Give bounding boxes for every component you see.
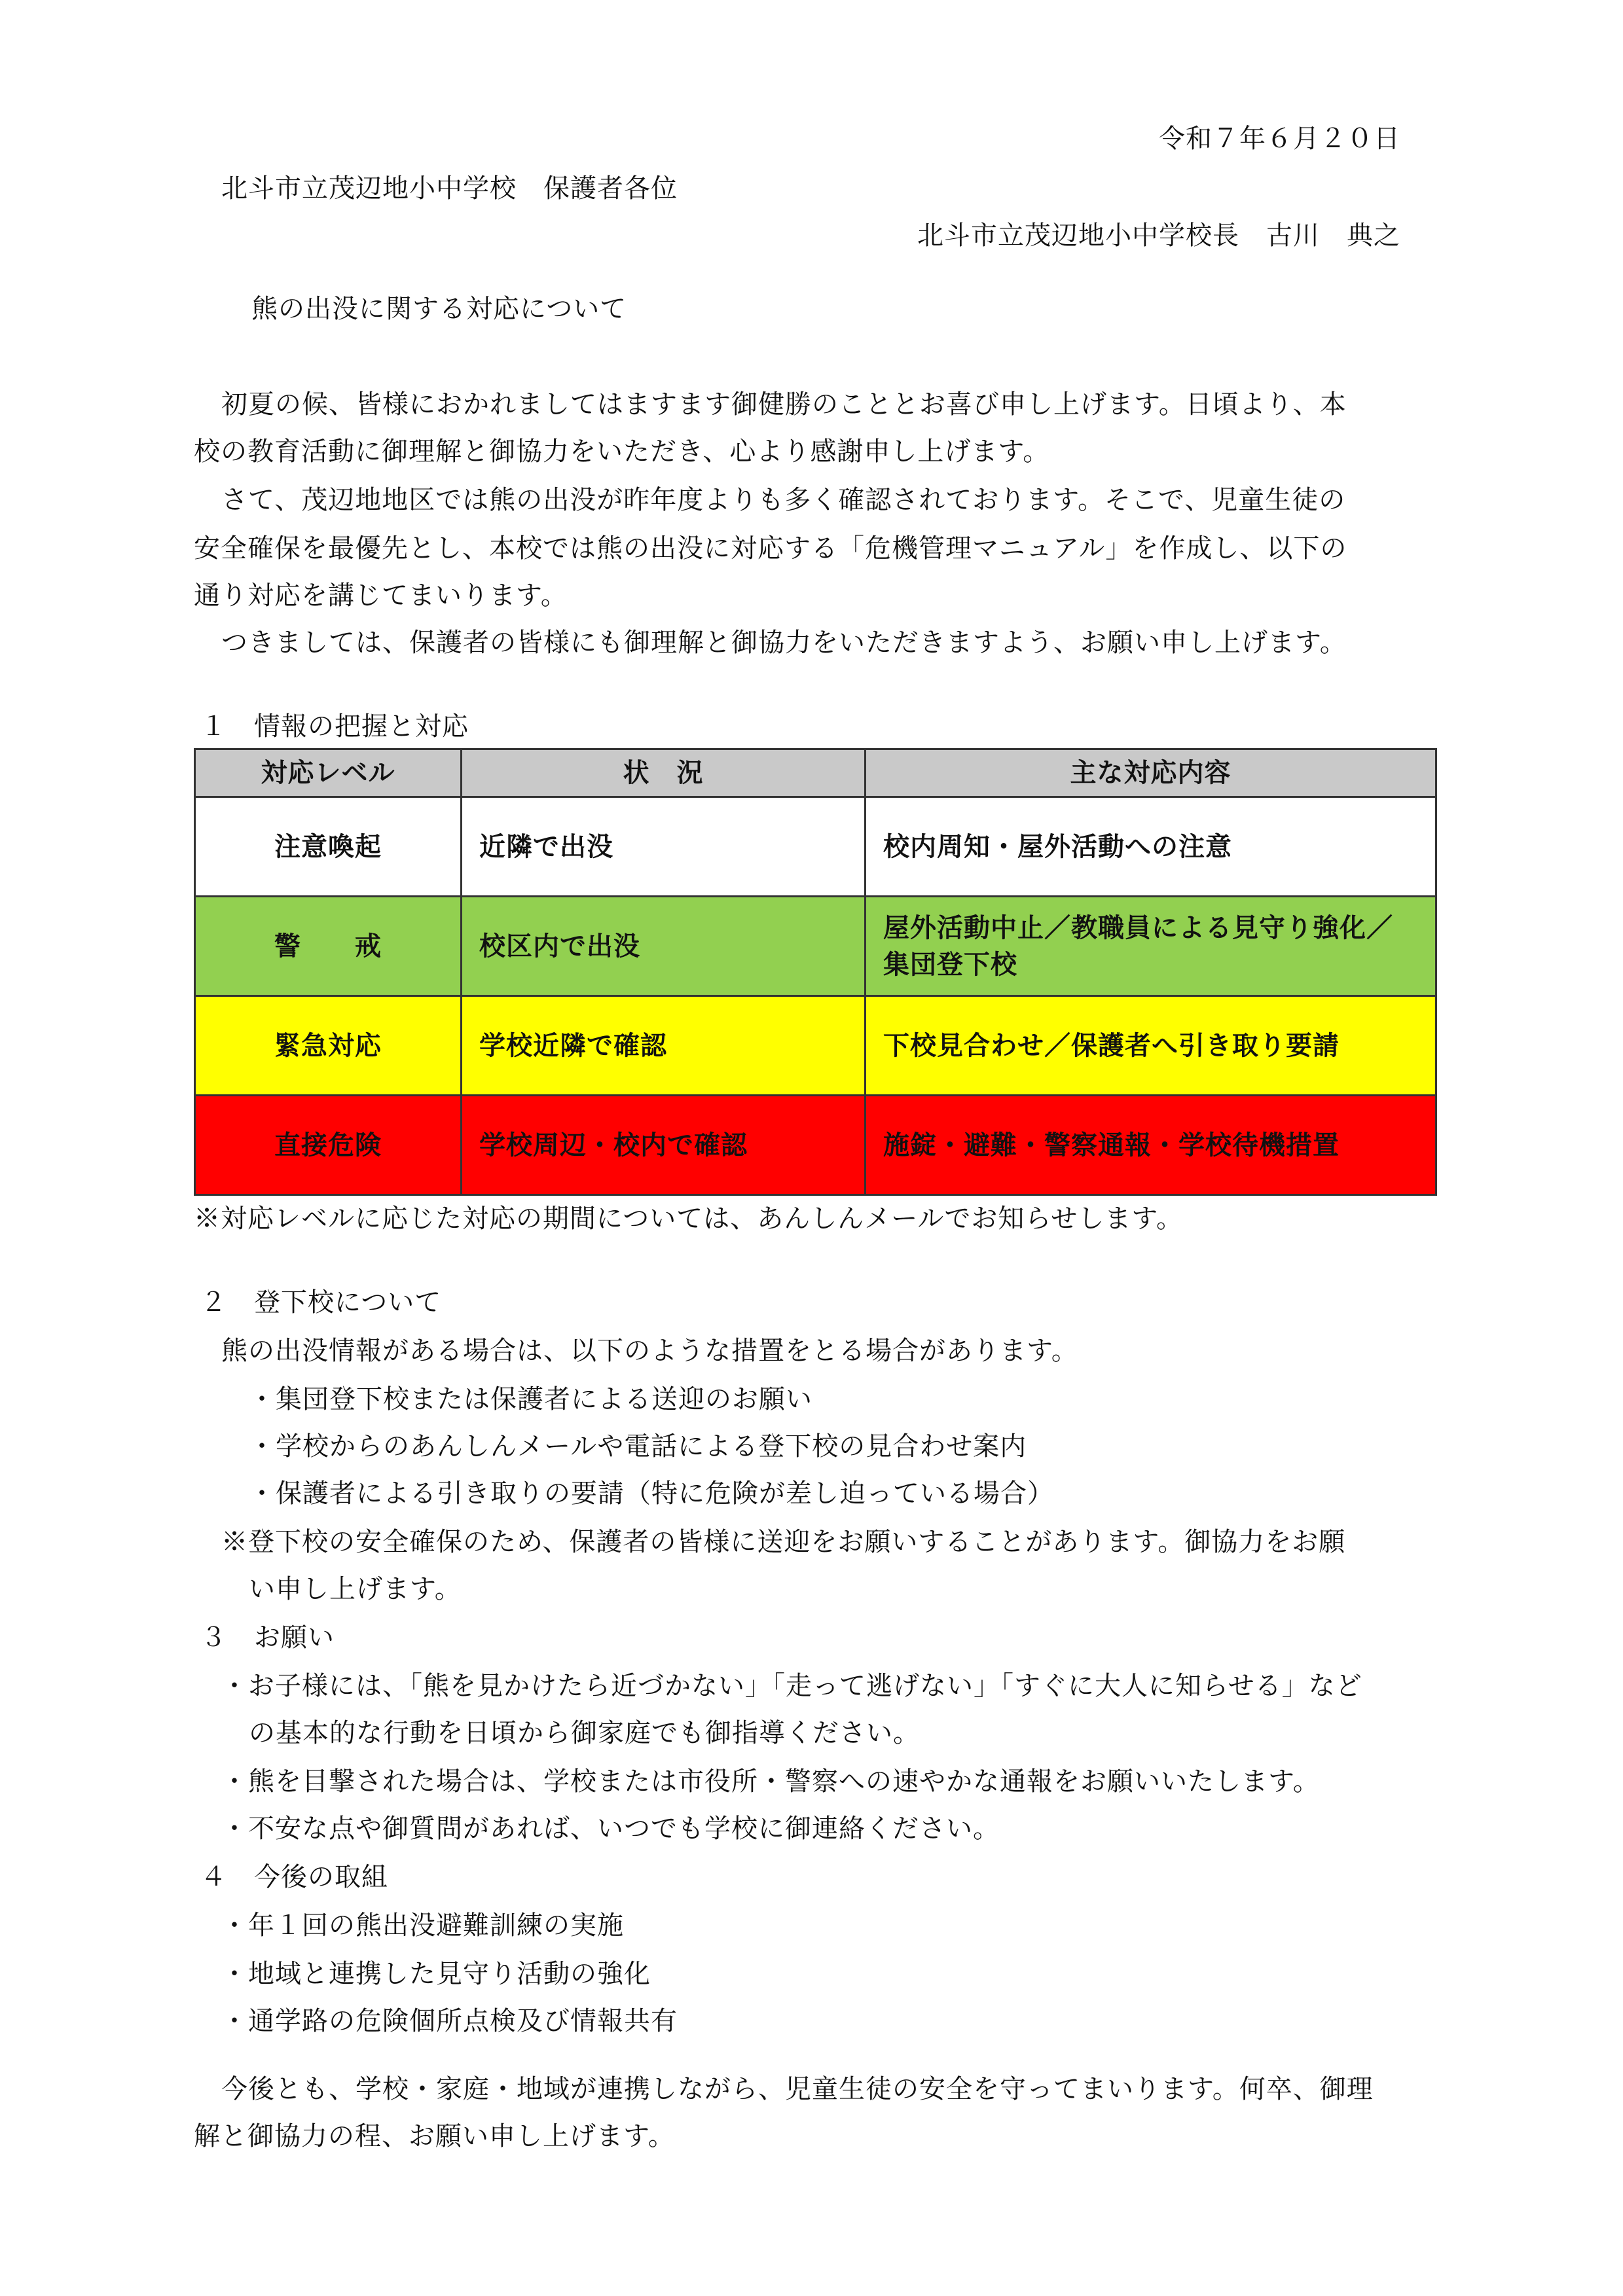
closing-line: 解と御協力の程、お願い申し上げます。 — [194, 2121, 675, 2151]
action-cell: 校内周知・屋外活動への注意 — [866, 797, 1436, 897]
section2-note: ※登下校の安全確保のため、保護者の皆様に送迎をお願いすることがあります。御協力をお願 — [221, 1527, 1346, 1557]
action-line: 集団登下校 — [883, 949, 1017, 980]
date: 令和７年６月２０日 — [1159, 124, 1400, 154]
table-header: 状 況 — [462, 749, 866, 797]
addressee: 北斗市立茂辺地小中学校 保護者各位 — [221, 173, 678, 204]
intro-line: 通り対応を講じてまいります。 — [194, 581, 568, 611]
section3-heading: ３ お願い — [200, 1623, 335, 1653]
list-item: ・不安な点や御質問があれば、いつでも学校に御連絡ください。 — [221, 1814, 1000, 1844]
table-row — [195, 996, 1436, 1096]
intro-line: 校の教育活動に御理解と御協力をいただき、心より感謝申し上げます。 — [194, 437, 1050, 467]
action-line: 屋外活動中止／教職員による見守り強化／ — [883, 912, 1393, 943]
situation-cell: 学校周辺・校内で確認 — [462, 1096, 866, 1195]
list-item: ・地域と連携した見守り活動の強化 — [221, 1959, 651, 1989]
level-cell: 緊急対応 — [195, 996, 462, 1096]
list-item: ・学校からのあんしんメールや電話による登下校の見合わせ案内 — [249, 1431, 1027, 1462]
situation-cell: 近隣で出没 — [462, 797, 866, 897]
closing-line: 今後とも、学校・家庭・地域が連携しながら、児童生徒の安全を守ってまいります。何卒、御理 — [221, 2074, 1374, 2104]
level-cell: 注意喚起 — [195, 797, 462, 897]
table-header: 主な対応内容 — [866, 749, 1436, 797]
table-row — [195, 797, 1436, 897]
section4-heading: ４ 今後の取組 — [200, 1862, 388, 1892]
list-item: ・通学路の危険個所点検及び情報共有 — [221, 2006, 678, 2036]
list-item: の基本的な行動を日頃から御家庭でも御指導ください。 — [249, 1718, 920, 1748]
situation-cell: 校区内で出没 — [462, 897, 866, 996]
table-header: 対応レベル — [195, 749, 462, 797]
table-header-row — [195, 749, 1436, 797]
list-item: ・熊を目撃された場合は、学校または市役所・警察への速やかな通報をお願いいたします。 — [221, 1767, 1320, 1797]
table-note: ※対応レベルに応じた対応の期間については、あんしんメールでお知らせします。 — [194, 1204, 1183, 1234]
intro-line: 安全確保を最優先とし、本校では熊の出没に対応する「危機管理マニュアル」を作成し、以下の — [194, 533, 1347, 564]
situation-cell: 学校近隣で確認 — [462, 996, 866, 1096]
section1-heading: １ 情報の把握と対応 — [200, 711, 469, 742]
section2-note: い申し上げます。 — [249, 1574, 462, 1604]
list-item: ・集団登下校または保護者による送迎のお願い — [249, 1384, 812, 1414]
action-cell: 下校見合わせ／保護者へ引き取り要請 — [866, 996, 1436, 1096]
document-title: 熊の出没に関する対応について — [251, 294, 627, 324]
action-cell: 施錠・避難・警察通報・学校待機措置 — [866, 1096, 1436, 1195]
list-item: ・年１回の熊出没避難訓練の実施 — [221, 1910, 624, 1941]
response-level-table — [194, 748, 1437, 1196]
section2-lead: 熊の出没情報がある場合は、以下のような措置をとる場合があります。 — [221, 1336, 1078, 1366]
intro-line: 初夏の候、皆様におかれましてはますます御健勝のこととお喜び申し上げます。日頃より、本 — [221, 389, 1347, 420]
intro-line: つきましては、保護者の皆様にも御理解と御協力をいただきますよう、お願い申し上げます。 — [221, 628, 1347, 658]
level-cell: 警 戒 — [195, 897, 462, 996]
list-item: ・保護者による引き取りの要請（特に危険が差し迫っている場合） — [249, 1479, 1054, 1509]
intro-line: さて、茂辺地地区では熊の出没が昨年度よりも多く確認されております。そこで、児童生徒の — [221, 485, 1346, 515]
section2-heading: ２ 登下校について — [200, 1287, 442, 1318]
sender: 北斗市立茂辺地小中学校長 古川 典之 — [917, 221, 1400, 251]
table-row — [195, 1096, 1436, 1195]
action-cell — [866, 897, 1436, 996]
level-cell: 直接危険 — [195, 1096, 462, 1195]
list-item: ・お子様には、「熊を見かけたら近づかない」「走って逃げない」「すぐに大人に知らせる」など — [221, 1671, 1362, 1701]
table-row — [195, 897, 1436, 996]
